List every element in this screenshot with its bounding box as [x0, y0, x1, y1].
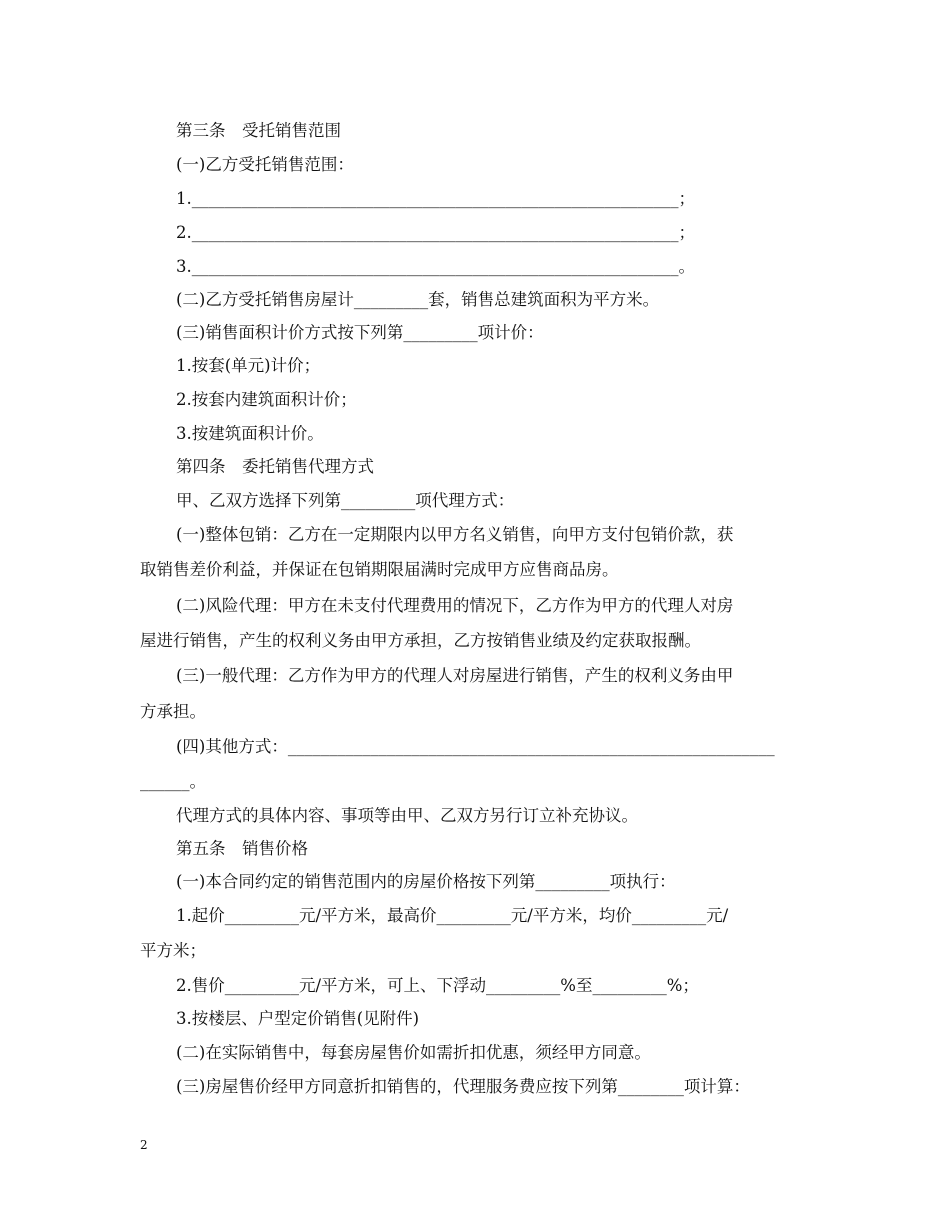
- text-line: (三)房屋售价经甲方同意折扣销售的，代理服务费应按下列第________项计算：: [176, 1077, 750, 1096]
- text-line: 2.售价_________元/平方米，可上、下浮动_________%至_________%；: [176, 976, 699, 995]
- text-line: (一)乙方受托销售范围：: [176, 155, 354, 174]
- article-3-heading: 第三条 受托销售范围: [176, 121, 341, 140]
- page-number: 2: [140, 1138, 148, 1152]
- text-line: (二)风险代理：甲方在未支付代理费用的情况下，乙方作为甲方的代理人对房: [176, 596, 734, 615]
- text-line: (二)乙方受托销售房屋计_________套，销售总建筑面积为平方米。: [176, 290, 660, 309]
- text-line: 2.___________________________________________________________；: [176, 223, 695, 242]
- text-line: 方承担。: [140, 702, 206, 721]
- text-line: (四)其他方式：___________________________________________________________: [176, 737, 775, 756]
- article-4-heading: 第四条 委托销售代理方式: [176, 457, 374, 476]
- text-line: 1.起价_________元/平方米，最高价_________元/平方米，均价_________元/: [176, 906, 729, 925]
- text-line: 甲、乙双方选择下列第_________项代理方式：: [176, 491, 515, 510]
- text-line: (三)一般代理：乙方作为甲方的代理人对房屋进行销售，产生的权利义务由甲: [176, 666, 734, 685]
- text-line: ______。: [140, 772, 206, 791]
- text-line: 1.按套(单元)计价；: [176, 356, 321, 375]
- text-line: 3.按建筑面积计价。: [176, 424, 324, 443]
- text-line: 取销售差价利益，并保证在包销期限届满时完成甲方应售商品房。: [140, 560, 619, 579]
- text-line: 代理方式的具体内容、事项等由甲、乙双方另行订立补充协议。: [176, 806, 638, 825]
- text-line: 屋进行销售，产生的权利义务由甲方承担，乙方按销售业绩及约定获取报酬。: [140, 631, 701, 650]
- text-line: 3.___________________________________________________________。: [176, 257, 695, 276]
- text-line: 平方米；: [140, 941, 206, 960]
- text-line: (一)整体包销：乙方在一定期限内以甲方名义销售，向甲方支付包销价款，获: [176, 525, 734, 544]
- text-line: (二)在实际销售中，每套房屋售价如需折扣优惠，须经甲方同意。: [176, 1043, 651, 1062]
- text-line: (一)本合同约定的销售范围内的房屋价格按下列第_________项执行：: [176, 872, 676, 891]
- text-line: 2.按套内建筑面积计价；: [176, 390, 357, 409]
- article-5-heading: 第五条 销售价格: [176, 839, 308, 858]
- text-line: 3.按楼层、户型定价销售(见附件): [176, 1009, 420, 1028]
- text-line: 1.___________________________________________________________；: [176, 189, 695, 208]
- text-line: (三)销售面积计价方式按下列第_________项计价：: [176, 323, 544, 342]
